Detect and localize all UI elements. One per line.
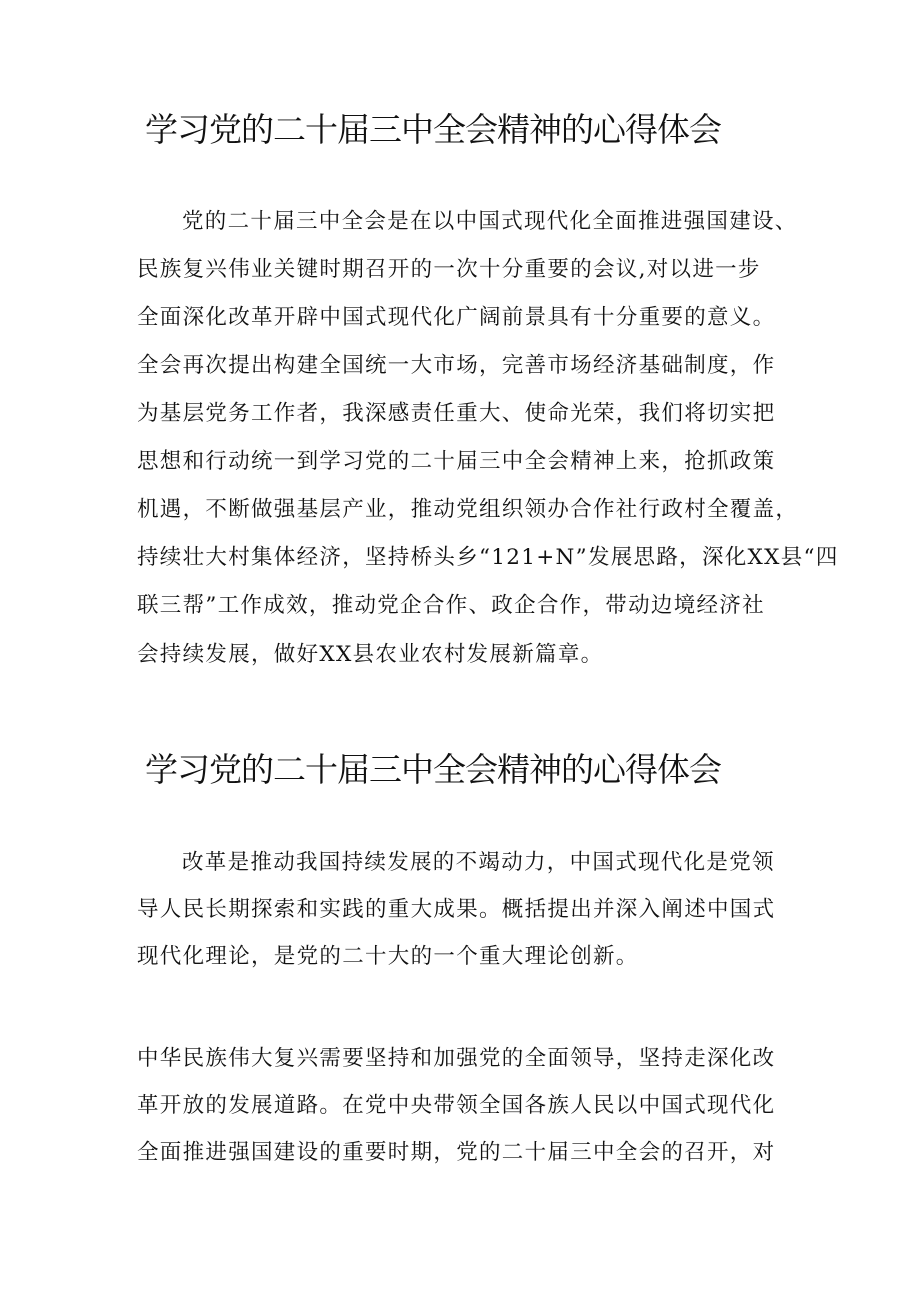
text-line: 革开放的发展道路。在党中央带领全国各族人民以中国式现代化 xyxy=(137,1093,776,1118)
text-line: 机遇，不断做强基层产业，推动党组织领办合作社行政村全覆盖， xyxy=(137,497,799,522)
section-1-title: 学习党的二十届三中全会精神的心得体会 xyxy=(145,110,721,149)
text-line: 为基层党务工作者，我深感责任重大、使命光荣，我们将切实把 xyxy=(137,401,776,426)
text-line: 持续壮大村集体经济，坚持桥头乡“121+N”发展思路，深化XX县“四 xyxy=(137,545,839,570)
text-line: 党的二十届三中全会是在以中国式现代化全面推进强国建设、 xyxy=(182,209,798,234)
text-line: 全会再次提出构建全国统一大市场，完善市场经济基础制度，作 xyxy=(137,353,776,378)
text-line: 民族复兴伟业关键时期召开的一次十分重要的会议,对以进一步 xyxy=(137,257,761,282)
text-line: 思想和行动统一到学习党的二十届三中全会精神上来，抢抓政策 xyxy=(137,449,776,474)
text-line: 全面深化改革开辟中国式现代化广阔前景具有十分重要的意义。 xyxy=(137,305,776,330)
text-line: 全面推进强国建设的重要时期，党的二十届三中全会的召开，对 xyxy=(137,1140,776,1165)
text-line: 导人民长期探索和实践的重大成果。概括提出并深入阐述中国式 xyxy=(137,897,776,922)
text-line: 中华民族伟大复兴需要坚持和加强党的全面领导，坚持走深化改 xyxy=(137,1046,776,1071)
text-line: 改革是推动我国持续发展的不竭动力，中国式现代化是党领 xyxy=(182,850,775,875)
section-2-title: 学习党的二十届三中全会精神的心得体会 xyxy=(145,750,721,789)
text-line: 现代化理论，是党的二十大的一个重大理论创新。 xyxy=(137,944,639,969)
text-line: 联三帮”工作成效，推动党企合作、政企合作，带动边境经济社 xyxy=(137,593,765,618)
text-line: 会持续发展，做好XX县农业农村发展新篇章。 xyxy=(137,642,604,667)
